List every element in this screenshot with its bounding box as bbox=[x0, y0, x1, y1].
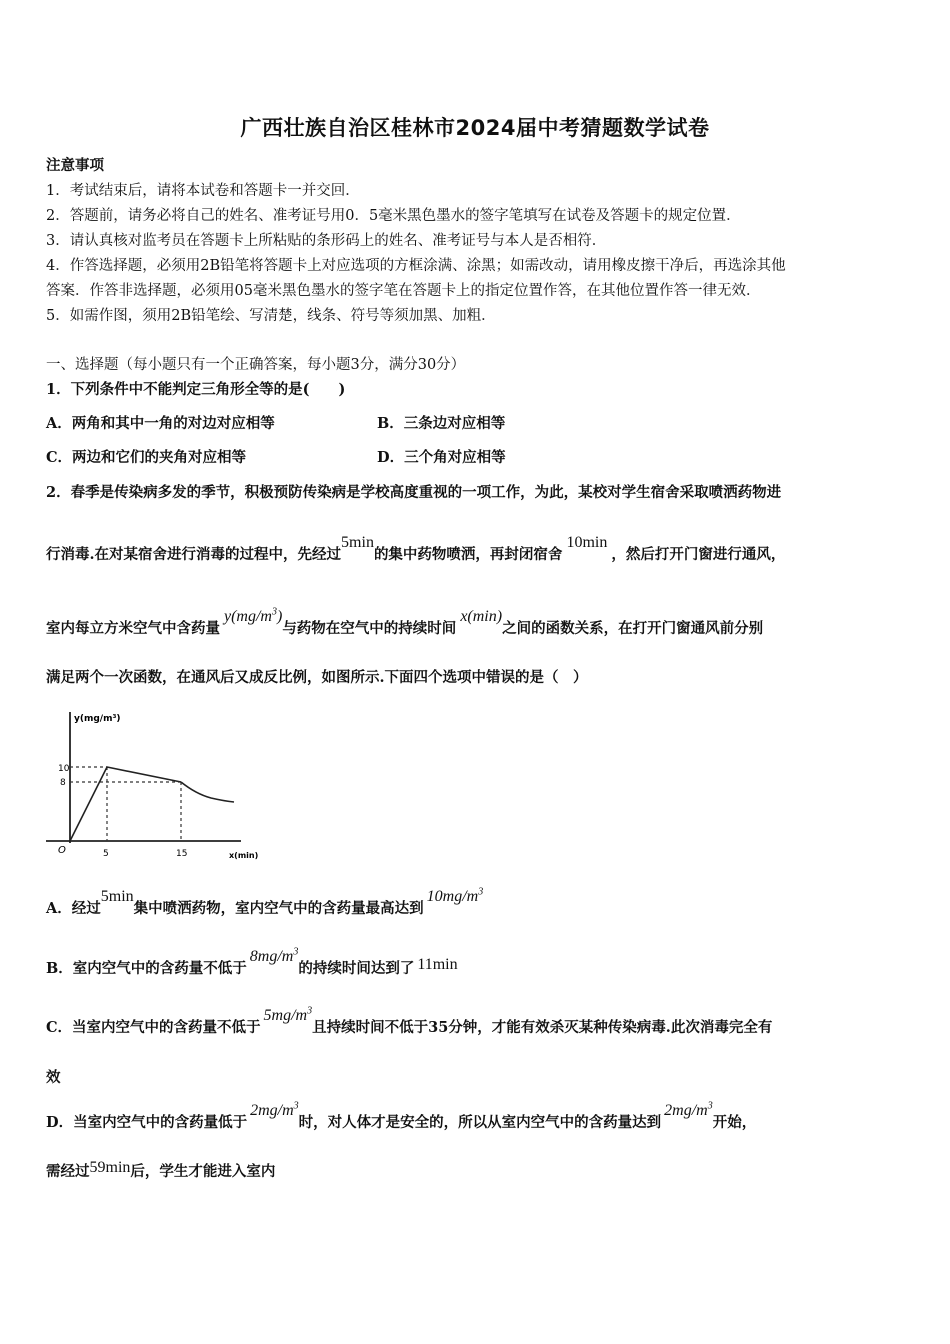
x-axis-label: x(min) bbox=[229, 851, 259, 860]
q1-option-b: B．三条边对应相等 bbox=[377, 415, 506, 432]
notice-item: 4．作答选择题，必须用2B铅笔将答题卡上对应选项的方框涂满、涂黑；如需改动，请用橡皮擦干净后，再选涂其他 bbox=[46, 258, 786, 274]
function-graph bbox=[46, 706, 266, 871]
notice-item: 2．答题前，请务必将自己的姓名、准考证号用0．5毫米黑色墨水的签字笔填写在试卷及答题卡的规定位置． bbox=[46, 208, 741, 224]
question-1-stem: 1．下列条件中不能判定三角形全等的是( ) bbox=[46, 381, 346, 398]
q1-option-a: A．两角和其中一角的对边对应相等 bbox=[46, 415, 275, 432]
math-5min: 5min bbox=[341, 534, 374, 551]
math-y-unit: $y(mg/m^3)$ bbox=[224, 606, 283, 625]
notice-item: 1．考试结束后，请将本试卷和答题卡一并交回． bbox=[46, 183, 360, 199]
q2-option-d: D．当室内空气中的含药量低于$2mg/m^3$时，对人体才是安全的，所以从室内空气中的含药量达到$2mg/m^3$开始， bbox=[46, 1100, 757, 1131]
notice-item: 答案．作答非选择题，必须用05毫米黑色墨水的签字笔在答题卡上的指定位置作答，在其他位置作答一律无效． bbox=[46, 283, 761, 299]
y-tick-label: 8 bbox=[60, 778, 66, 788]
question-2-line: 室内每立方米空气中含药量$y(mg/m^3)$与药物在空气中的持续时间x(min)之间的函数关系，在打开门窗通风前分别 bbox=[46, 606, 764, 637]
page-title: 广西壮族自治区桂林市2024届中考猜题数学试卷 bbox=[240, 116, 710, 140]
section-heading: 一、选择题（每小题只有一个正确答案，每小题3分，满分30分） bbox=[46, 357, 466, 373]
inverse-proportion-curve bbox=[181, 782, 234, 802]
q2-option-b: B．室内空气中的含药量不低于$8mg/m^3$的持续时间达到了 11min bbox=[46, 946, 458, 977]
notice-item: 3．请认真核对监考员在答题卡上所粘贴的条形码上的姓名、准考证号与本人是否相符． bbox=[46, 233, 607, 249]
q2-option-c-cont: 效 bbox=[46, 1069, 61, 1086]
q1-option-d: D．三个角对应相等 bbox=[377, 449, 506, 466]
math-10min: 10min bbox=[566, 534, 608, 551]
notice-item: 5．如需作图，须用2B铅笔绘、写清楚，线条、符号等须加黑、加粗． bbox=[46, 308, 496, 324]
y-axis-label: y(mg/m³) bbox=[74, 714, 121, 724]
q2-option-c: C．当室内空气中的含药量不低于$5mg/m^3$且持续时间不低于35分钟，才能有效杀灭某种传染病毒.此次消毒完全有 bbox=[46, 1005, 773, 1036]
y-tick-label: 10 bbox=[58, 764, 70, 774]
x-tick-label: 15 bbox=[176, 849, 188, 859]
math-x-unit: x(min) bbox=[460, 608, 503, 625]
origin-label: O bbox=[58, 845, 66, 856]
notice-heading: 注意事项 bbox=[46, 157, 104, 174]
question-2-line: 2．春季是传染病多发的季节，积极预防传染病是学校高度重视的一项工作，为此，某校对学生宿舍采取喷洒药物进 bbox=[46, 484, 782, 501]
linear-segments bbox=[70, 767, 181, 841]
q2-option-d-cont: 需经过59min后，学生才能进入室内 bbox=[46, 1159, 276, 1180]
x-tick-label: 5 bbox=[103, 849, 109, 859]
q1-option-c: C．两边和它们的夹角对应相等 bbox=[46, 449, 247, 466]
q2-option-a: A．经过5min集中喷洒药物，室内空气中的含药量最高达到$10mg/m^3$ bbox=[46, 886, 484, 917]
question-2-line: 行消毒.在对某宿舍进行消毒的过程中，先经过5min的集中药物喷洒，再封闭宿舍10min，然后打开门窗进行通风， bbox=[46, 534, 786, 563]
question-2-line: 满足两个一次函数，在通风后又成反比例，如图所示.下面四个选项中错误的是（ ） bbox=[46, 669, 588, 686]
